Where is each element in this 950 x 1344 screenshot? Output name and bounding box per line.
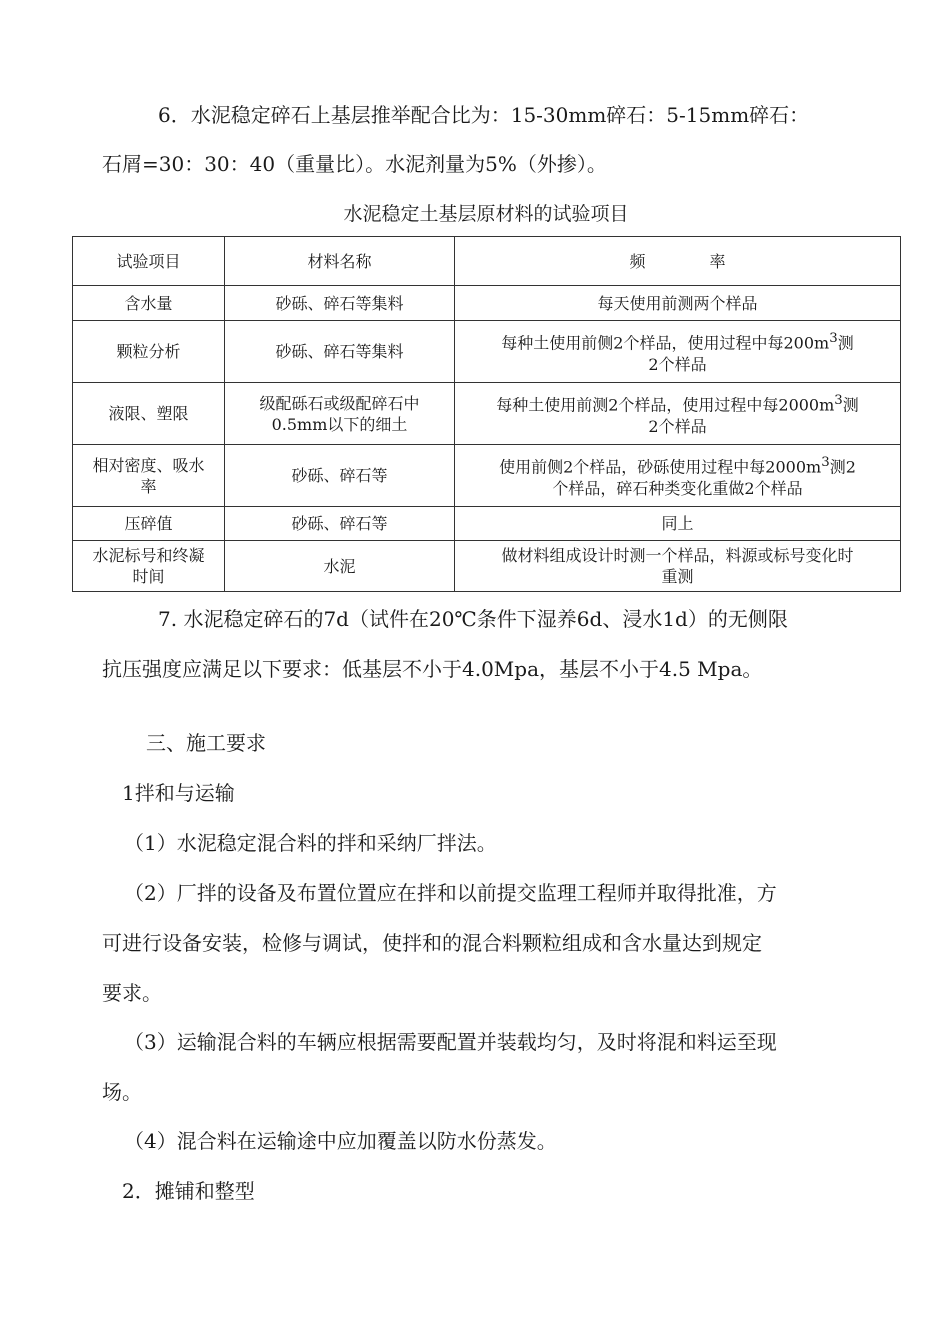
cell-frequency: 每天使用前测两个样品 <box>455 286 901 321</box>
cell-item: 液限、塑限 <box>73 383 225 445</box>
cell-material: 砂砾、碎石等 <box>225 507 455 541</box>
cell-item: 含水量 <box>73 286 225 321</box>
subsection-1-title: 1拌和与运输 <box>122 781 235 805</box>
test-items-table <box>72 236 901 592</box>
superscript: 3 <box>834 393 843 409</box>
header-test-item: 试验项目 <box>73 237 225 286</box>
item-text: 时间 <box>132 567 165 586</box>
frequency-text: 每种土使用前侧2个样品，使用过程中每200m <box>501 333 830 353</box>
item-4: （4）混合料在运输途中应加覆盖以防水份蒸发。 <box>124 1129 557 1153</box>
table-row <box>73 286 901 321</box>
item-2-line-3: 要求。 <box>102 981 162 1005</box>
paragraph-7-line-1: 7. 水泥稳定碎石的7d（试件在20℃条件下湿养6d、浸水1d）的无侧限 <box>158 607 788 631</box>
frequency-text: 2个样品 <box>648 416 707 436</box>
frequency-text: 使用前侧2个样品，砂砾使用过程中每2000m <box>499 457 822 477</box>
cell-frequency <box>455 321 901 383</box>
table-header-row <box>73 237 901 286</box>
frequency-text: 每种土使用前测2个样品，使用过程中每2000m <box>496 395 835 415</box>
frequency-text: 测2 <box>829 457 856 477</box>
cell-frequency <box>455 445 901 507</box>
item-text: 相对密度、吸水 <box>92 455 205 475</box>
header-frequency: 频 率 <box>455 237 901 286</box>
frequency-text: 重测 <box>661 567 694 586</box>
table-row <box>73 321 901 383</box>
table-row <box>73 507 901 541</box>
material-text: 0.5mm以下的细土 <box>271 414 408 434</box>
superscript: 3 <box>821 455 830 471</box>
item-1: （1）水泥稳定混合料的拌和采纳厂拌法。 <box>124 831 497 855</box>
cell-item: 颗粒分析 <box>73 321 225 383</box>
table-row <box>73 383 901 445</box>
cell-item <box>73 445 225 507</box>
item-2-line-1: （2）厂拌的设备及布置位置应在拌和以前提交监理工程师并取得批准，方 <box>124 881 777 905</box>
cell-material: 砂砾、碎石等 <box>225 445 455 507</box>
cell-material: 水泥 <box>225 541 455 592</box>
superscript: 3 <box>829 331 838 347</box>
item-text: 水泥标号和终凝 <box>92 546 205 565</box>
frequency-text: 2个样品 <box>648 354 707 374</box>
frequency-text: 测 <box>837 333 854 353</box>
cell-frequency <box>455 541 901 592</box>
subsection-2-title: 2．摊铺和整型 <box>122 1179 255 1203</box>
table-row <box>73 541 901 592</box>
paragraph-6-line-1: 6．水泥稳定碎石上基层推举配合比为：15-30mm碎石：5-15mm碎石： <box>158 103 810 127</box>
cell-material <box>225 383 455 445</box>
cell-item <box>73 541 225 592</box>
cell-material: 砂砾、碎石等集料 <box>225 321 455 383</box>
table-caption: 水泥稳定土基层原材料的试验项目 <box>343 203 629 225</box>
item-text: 率 <box>140 476 157 496</box>
item-3-line-2: 场。 <box>102 1080 142 1104</box>
material-text: 级配砾石或级配碎石中 <box>259 393 420 413</box>
paragraph-6-line-2: 石屑=30：30：40（重量比）。水泥剂量为5%（外掺）。 <box>102 152 607 176</box>
section-title: 三、施工要求 <box>146 731 266 755</box>
item-3-line-1: （3）运输混合料的车辆应根据需要配置并装载均匀，及时将混和料运至现 <box>124 1030 777 1054</box>
frequency-text: 个样品，碎石种类变化重做2个样品 <box>552 478 803 498</box>
cell-item: 压碎值 <box>73 507 225 541</box>
frequency-text: 做材料组成设计时测一个样品，料源或标号变化时 <box>501 546 854 565</box>
table-row <box>73 445 901 507</box>
item-2-line-2: 可进行设备安装，检修与调试，使拌和的混合料颗粒组成和含水量达到规定 <box>102 931 762 955</box>
frequency-text: 测 <box>842 395 859 415</box>
cell-frequency: 同上 <box>455 507 901 541</box>
cell-frequency <box>455 383 901 445</box>
cell-material: 砂砾、碎石等集料 <box>225 286 455 321</box>
paragraph-7-line-2: 抗压强度应满足以下要求：低基层不小于4.0Mpa，基层不小于4.5 Mpa。 <box>102 657 763 681</box>
header-material: 材料名称 <box>225 237 455 286</box>
